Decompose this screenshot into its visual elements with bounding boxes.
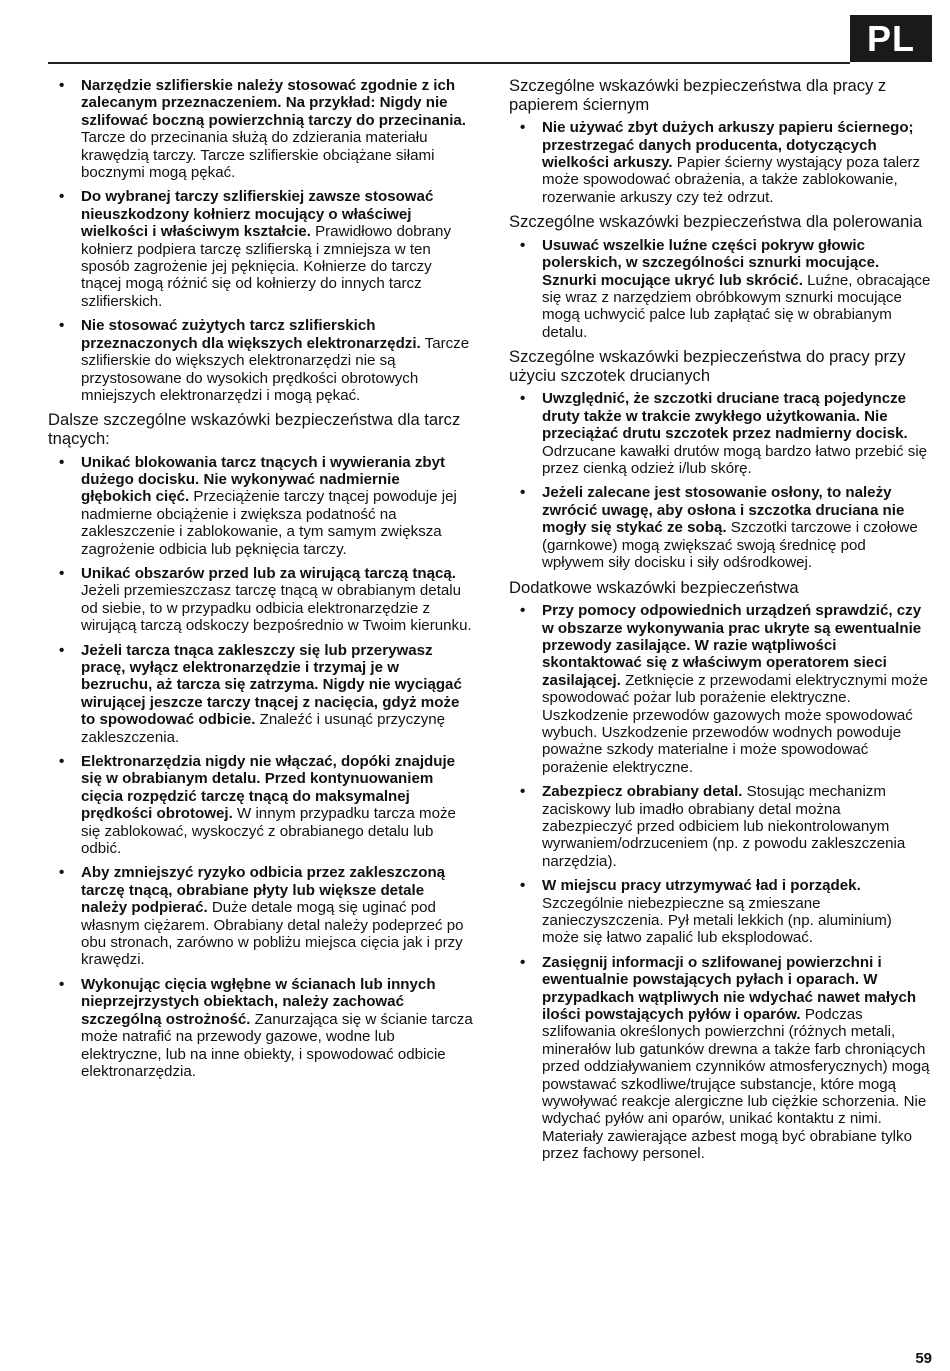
additional-safety-list bbox=[509, 602, 931, 1163]
bullet-icon: • bbox=[520, 953, 526, 971]
item-text: Jeżeli przemieszczasz tarczę tnącą w obrabianym detalu od siebie, to w przypadku odbicia elektronarzędzie z wirującą tarczą odskoczy bezpośrednio w Twoim kierunku. bbox=[81, 582, 472, 635]
bullet-icon: • bbox=[59, 564, 65, 582]
sanding-paper-section bbox=[509, 77, 931, 206]
bullet-icon: • bbox=[520, 390, 526, 408]
bullet-icon: • bbox=[59, 641, 65, 659]
item-text: Duże detale mogą się uginać pod własnym ciężarem. Obrabiany detal należy podeprzeć po obu stronach, zarówno w pobliżu miejsca cięcia jak i przy krawędzi. bbox=[81, 899, 464, 969]
item-text: Szczególnie niebezpieczne są zmieszane zanieczyszczenia. Pył metali lekkich (np. aluminium) może się łatwo zapalić lub eksplodować. bbox=[542, 894, 892, 947]
item-bold-text: Wykonując cięcia wgłębne w ścianach lub innych nieprzejrzystych obiektach, należy zachować szczególną ostrożność. bbox=[81, 975, 436, 1028]
item-text: Zetknięcie z przewodami elektrycznymi może spowodować pożar lub porażenie elektryczne. Uszkodzenie przewodów gazowych może spowodować wybuch. Uszkodzenie przewodów wodnych powoduje poważne szkody materialne i może spowodować porażenie elektryczne. bbox=[542, 671, 928, 776]
item-bold-text: Unikać blokowania tarcz tnących i wywierania zbyt dużego docisku. Nie wykonywać nadmiernie głębokich cięć. bbox=[81, 453, 446, 506]
wire-brush-list bbox=[509, 390, 931, 571]
bullet-icon: • bbox=[59, 188, 65, 206]
list-item bbox=[509, 602, 931, 776]
item-text: Przeciążenie tarczy tnącej powoduje jej nadmierne obciążenie i zwiększa podatność na zakleszczenie i zablokowanie, a tym samym zwiększa zagrożenie odbicia lub pęknięcia tarczy. bbox=[81, 488, 457, 558]
bullet-icon: • bbox=[59, 753, 65, 770]
wire-brush-section bbox=[509, 348, 931, 571]
item-text: Luźne, obracające się wraz z narzędziem obróbkowym sznurki mocujące mogą uchwycić palce lub zapłątać się w obrabianym detalu. bbox=[542, 271, 931, 341]
sanding-paper-list bbox=[509, 119, 931, 206]
item-bold-text: Aby zmniejszyć ryzyko odbicia przez zakleszczoną tarczę tnącą, obrabiane płyty lub większe detale należy podpierać. bbox=[81, 864, 446, 917]
list-item bbox=[509, 954, 931, 1163]
item-bold-text: Zabezpiecz obrabiany detal. bbox=[542, 783, 743, 801]
additional-safety-section bbox=[509, 579, 931, 1163]
section-heading: Szczególne wskazówki bezpieczeństwa dla pracy z papierem ściernym bbox=[509, 76, 887, 114]
right-column bbox=[509, 77, 931, 1170]
list-item bbox=[509, 119, 931, 206]
item-bold-text: Jeżeli zalecane jest stosowanie osłony, to należy zwrócić uwagę, aby osłona i szczotka druciana nie mogły się stykać ze sobą. bbox=[542, 484, 905, 537]
item-bold-text: Nie używać zbyt dużych arkuszy papieru ściernego; przestrzegać danych producenta, dotyczących wielkości arkuszy. bbox=[542, 119, 914, 171]
list-item bbox=[48, 454, 473, 558]
bullet-icon: • bbox=[520, 119, 526, 137]
list-item bbox=[509, 783, 931, 870]
list-item bbox=[48, 77, 473, 181]
list-item bbox=[509, 390, 931, 477]
list-item bbox=[48, 565, 473, 635]
list-item bbox=[509, 877, 931, 947]
section-heading: Szczególne wskazówki bezpieczeństwa dla polerowania bbox=[509, 212, 923, 232]
bullet-icon: • bbox=[59, 77, 65, 94]
item-text: Papier ścierny wystający poza talerz może spowodować obrażenia, a także zablokowanie, rozerwanie arkuszy czy też odrzut. bbox=[542, 154, 921, 206]
cutting-section bbox=[48, 411, 473, 1080]
intro-list bbox=[48, 77, 473, 404]
item-text: Stosując mechanizm zaciskowy lub imadło obrabiany detal można zabezpieczyć przed odbiciem lub niekontrolowanym wyrwaniem/odrzuceniem (np. z powodu zakleszczenia narzędzia). bbox=[542, 783, 906, 870]
bullet-icon: • bbox=[59, 975, 65, 993]
item-text: Tarcze do przecinania służą do zdzierania materiału krawędzią tarczy. Tarcze szlifierskie obciążane siłami bocznymi mogą pękać. bbox=[81, 129, 435, 182]
item-bold-text: Jeżeli tarcza tnąca zakleszczy się lub przerywasz pracę, wyłącz elektronarzędzie i trzymaj je w bezruchu, aż tarcza się zatrzyma. Nigdy nie wyciągać wirującej jeszcze tarczy tnącej z nacięcia, gdyż może to spowodować odbicie. bbox=[81, 641, 462, 729]
item-bold-text: Zasięgnij informacji o szlifowanej powierzchni i ewentualnie powstających pyłach i oparach. W przypadkach wątpliwych nie wdychać nawet małych ilości powstających pyłów i oparów. bbox=[542, 953, 917, 1024]
header-rule bbox=[48, 62, 850, 64]
page-number: 59 bbox=[915, 1350, 932, 1367]
list-item bbox=[48, 317, 473, 404]
item-text: Prawidłowo dobrany kołnierz podpiera tarczę szlifierską i zmniejsza w ten sposób zagrożenie jej pęknięcia. Kołnierze do tarczy tnącej mogą różnić się od kołnierzy do innych tarcz szlifierskich. bbox=[81, 223, 452, 310]
section-heading: Dalsze szczególne wskazówki bezpieczeństwa dla tarcz tnących: bbox=[48, 410, 461, 448]
list-item bbox=[509, 484, 931, 571]
language-badge: PL bbox=[850, 15, 932, 62]
bullet-icon: • bbox=[520, 783, 526, 801]
item-bold-text: Nie stosować zużytych tarcz szlifierskich przeznaczonych dla większych elektronarzędzi. bbox=[81, 317, 421, 352]
bullet-icon: • bbox=[520, 602, 526, 620]
list-item bbox=[48, 642, 473, 746]
bullet-icon: • bbox=[59, 453, 65, 471]
list-item bbox=[509, 237, 931, 341]
bullet-icon: • bbox=[520, 484, 526, 502]
list-item bbox=[48, 976, 473, 1080]
list-item bbox=[48, 188, 473, 310]
bullet-icon: • bbox=[59, 864, 65, 882]
item-bold-text: Elektronarzędzia nigdy nie włączać, dopóki znajduje się w obrabianym detalu. Przed kontynuowaniem cięcia rozpędzić tarczę tnącą do maksymalnej prędkości obrotowej. bbox=[81, 753, 456, 823]
item-text: Szczotki tarczowe i czołowe (garnkowe) mogą zwiększać swoją średnicę pod wpływem siły docisku i siły odśrodkowej. bbox=[542, 519, 918, 572]
bullet-icon: • bbox=[520, 236, 526, 254]
item-bold-text: Uwzględnić, że szczotki druciane tracą pojedyncze druty także w trakcie zwykłego użytkowania. Nie przeciążać drutu szczotek przez nadmierny docisk. bbox=[542, 390, 908, 443]
item-text: Podczas szlifowania określonych powierzchni (różnych metali, minerałów lub gatunków drewna a także farb chroniących przed oddziaływaniem czynników atmosferycznych) mogą powstawać szkodliwe/trujące substancje, które mogą wywoływać reakcje alergiczne lub ciężkie schorzenia. Nie wdychać pyłów ani oparów, unikać kontaktu z nimi. Materiały zawierające azbest mogą być obrabiane tylko przez fachowy personel. bbox=[542, 1006, 930, 1163]
item-bold-text: W miejscu pracy utrzymywać ład i porządek. bbox=[542, 877, 861, 895]
section-heading: Dodatkowe wskazówki bezpieczeństwa bbox=[509, 577, 799, 597]
item-text: Tarcze szlifierskie do większych elektronarzędzi nie są przystosowane do wysokich prędkości obrotowych mniejszych elektronarzędzi i mogą pękać. bbox=[81, 334, 470, 404]
item-text: W innym przypadku tarcza może się zablokować, wyskoczyć z obrabianego detalu lub odbić. bbox=[81, 805, 456, 858]
list-item bbox=[48, 753, 473, 857]
list-item bbox=[48, 864, 473, 968]
item-text: Odrzucane kawałki drutów mogą bardzo łatwo przebić się przez cienką odzież i/lub skórę. bbox=[542, 442, 928, 478]
item-text: Znaleźć i usunąć przyczynę zakleszczenia. bbox=[81, 711, 446, 746]
item-text: Zanurzająca się w ścianie tarcza może natrafić na przewody gazowe, wodne lub elektryczne, lub na inne obiekty, i spowodować odbicie elektronarzędzia. bbox=[81, 1010, 473, 1080]
polishing-section bbox=[509, 213, 931, 341]
cutting-list bbox=[48, 454, 473, 1081]
item-bold-text: Narzędzie szlifierskie należy stosować zgodnie z ich zalecanym przeznaczeniem. Na przykład: Nigdy nie szlifować boczną powierzchnią tarczy do przecinania. bbox=[81, 77, 466, 129]
bullet-icon: • bbox=[59, 317, 65, 335]
polishing-list bbox=[509, 237, 931, 341]
section-heading: Szczególne wskazówki bezpieczeństwa do pracy przy użyciu szczotek drucianych bbox=[509, 347, 906, 385]
item-bold-text: Do wybranej tarczy szlifierskiej zawsze stosować nieuszkodzony kołnierz mocujący o właściwej wielkości i właściwym kształcie. bbox=[81, 188, 434, 241]
item-bold-text: Przy pomocy odpowiednich urządzeń sprawdzić, czy w obszarze wykonywania prac ukryte są ewentualnie przewody zasilające. W razie wątpliwości skontaktować się z właściwym operatorem sieci zasilającej. bbox=[542, 602, 922, 689]
left-column bbox=[48, 77, 473, 1087]
item-bold-text: Unikać obszarów przed lub za wirującą tarczą tnącą. bbox=[81, 564, 456, 582]
bullet-icon: • bbox=[520, 877, 526, 895]
item-bold-text: Usuwać wszelkie luźne części pokryw głowic polerskich, w szczególności sznurki mocujące. Sznurki mocujące ukryć lub skrócić. bbox=[542, 236, 880, 289]
